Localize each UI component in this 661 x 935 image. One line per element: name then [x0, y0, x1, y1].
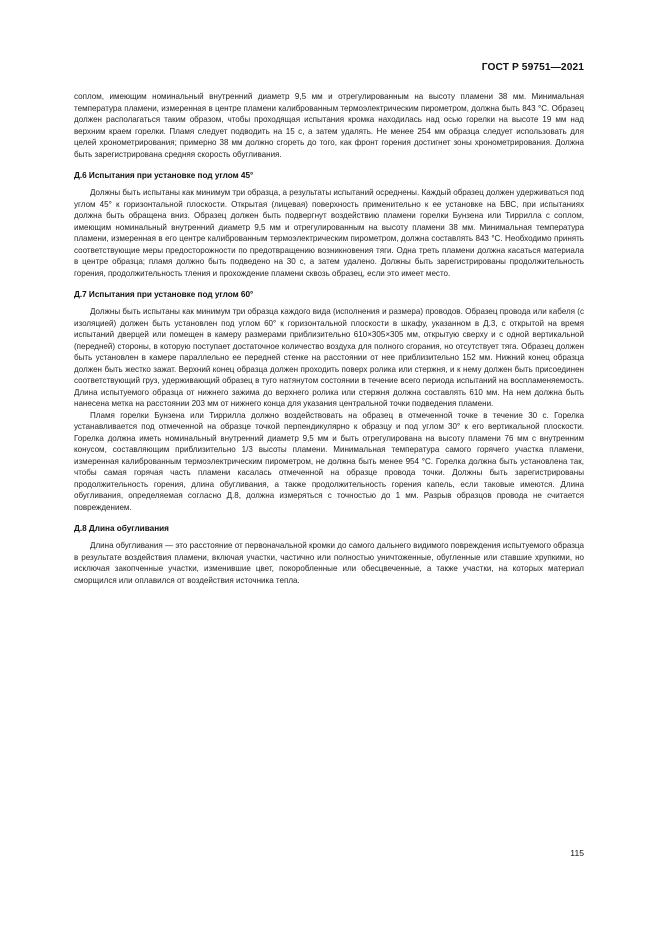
section-heading-d7: Д.7 Испытания при установке под углом 60°: [74, 290, 254, 299]
page-number: 115: [570, 848, 584, 858]
section-heading-d6: Д.6 Испытания при установке под углом 45°: [74, 171, 254, 180]
section-d8-paragraph-1: Длина обугливания — это расстояние от первоначальной кромки до самого дальнего видимого повреждения испытуемого образца в результате воздействия пламени, включая участки, частично или полностью уничтоженные, обугленные или ставшие хрупкими, но исключая закопченные участки, изменившие цвет, покоробленные или обесцвеченные, а также участки, на которых материал сморщился или оплавился от воздействия источника тепла.: [74, 541, 584, 585]
section-heading-d8: Д.8 Длина обугливания: [74, 524, 169, 533]
section-d7-paragraph-2: Пламя горелки Бунзена или Тиррилла должно воздействовать на образец в отмеченной точке в течение 30 с. Горелка устанавливается под отмеченной на образце точкой перпендикулярно к образцу и под углом 30° к его вертикальной плоскости. Горелка должна иметь номинальный внутренний диаметр 9,5 мм и быть отрегулирована на высоту пламени 76 мм с внутренним конусом, составляющим приблизительно 1/3 высоты пламени. Минимальная температура самого горячего участка пламени, измеренная калиброванным термоэлектрическим пирометром, не должна быть менее 954 °С. Горелка должна быть установлена так, чтобы самая горячая часть пламени касалась отмеченной на образце провода точки. Должны быть зарегистрированы продолжительность горения, длина обугливания, а также продолжительность горения капель, если таковые имеются. Длина обугливания, определяемая согласно Д.8, должна измеряться с точностью до 1 мм. Разрыв образцов провода не считается повреждением.: [74, 410, 584, 512]
intro-paragraph: соплом, имеющим номинальный внутренний диаметр 9,5 мм и отрегулированным на высоту пламени 38 мм. Минимальная температура пламени, измеренная в центре пламени калиброванным термоэлектрическим пирометром, должна быть 843 °С. Образец должен располагаться таким образом, чтобы проходящая испытания кромка находилась над осью горелки на высоте 19 мм над верхним краем горелки. Пламя следует подводить на 15 с, а затем удалять. Не менее 254 мм образца следует использовать для целей хронометрирования; примерно 38 мм должно сгореть до того, как фронт горения достигнет зоны хронометрирования. Должна быть зарегистрирована средняя скорость обугливания.: [74, 92, 584, 159]
section-d6-paragraph-1: Должны быть испытаны как минимум три образца, а результаты испытаний осреднены. Каждый образец должен удерживаться под углом 45° к горизонтальной плоскости. Открытая (лицевая) поверхность применительно к ее установке на БВС, при испытаниях должна быть обращена вниз. Образец должен быть подвергнут воздействию пламени горелки Бунзена или Тиррилла с соплом, имеющим номинальный внутренний диаметр 9,5 мм и отрегулированным на высоту пламени 38 мм. Минимальная температура пламени, измеренная в его центре калиброванным термоэлектрическим пирометром, должна составлять 843 °С. Необходимо принять соответствующие меры предосторожности по предотвращению возникновения тяги. Одна треть пламени должна касаться материала в центре образца; пламя должно быть подведено на 30 с, а затем удалено. Должны быть зарегистрированы продолжительность горения, продолжительность тления и прохождение пламени сквозь образец, если это имеет место.: [74, 188, 584, 278]
page-body: [74, 91, 584, 586]
standard-id-header: ГОСТ Р 59751—2021: [481, 62, 584, 73]
section-d7-paragraph-1: Должны быть испытаны как минимум три образца каждого вида (исполнения и размера) проводов. Образец провода или кабеля (с изоляцией) должен быть установлен под углом 60° к горизонтальной плоскости в шкафу, указанном в Д.3, с открытой на время испытаний дверцей или помещен в камеру размерами приблизительно 610×305×305 мм, открытую сверху и с одной вертикальной (передней) стороны, в которую поступает достаточное количество воздуха для полного сгорания, но отсутствует тяга. Образец должен быть установлен в камере параллельно ее передней стенке на расстоянии от нее приблизительно 152 мм. Нижний конец образца должен быть жестко зажат. Верхний конец образца должен проходить поверх ролика или стержня, и к нему должен быть присоединен соответствующий груз, удерживающий образец в туго натянутом состоянии в течение всего периода испытаний на воспламеняемость. Длина испытуемого образца от нижнего зажима до верхнего ролика или стержня должна составлять 610 мм. На нем должна быть нанесена метка на расстоянии 203 мм от нижнего конца для указания центральной точки подведения пламени.: [74, 307, 584, 408]
